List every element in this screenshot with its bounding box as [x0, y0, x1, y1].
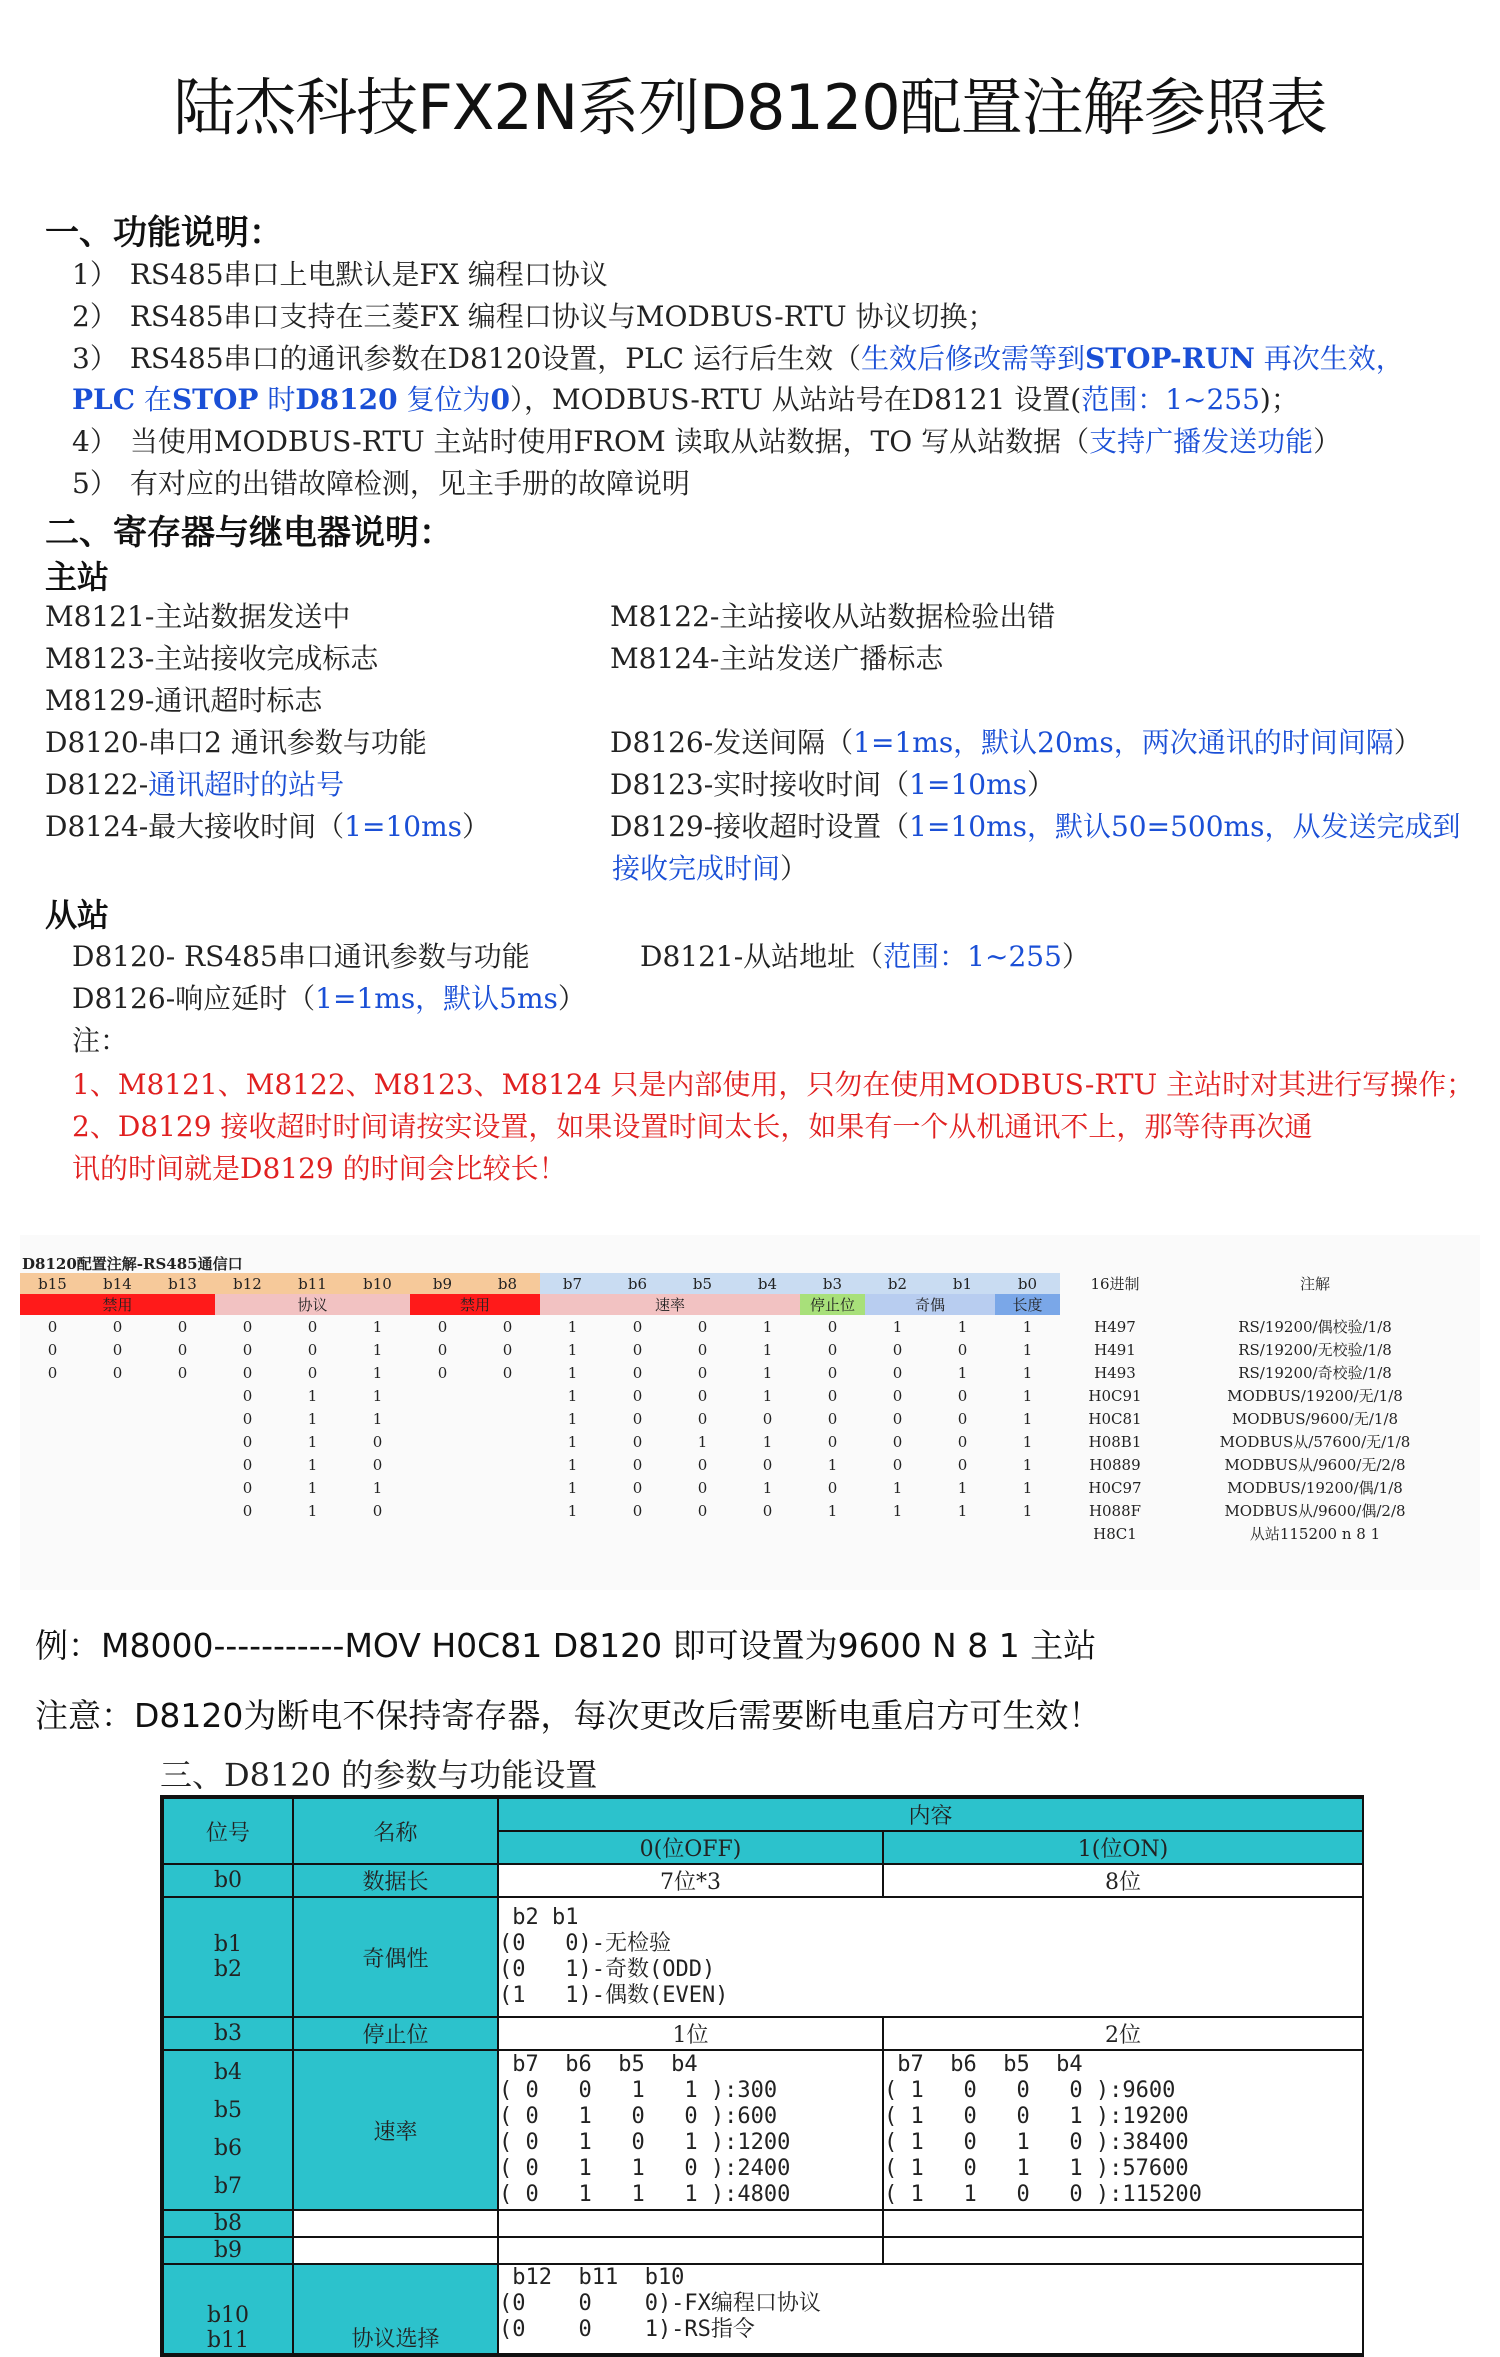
sheet-bit-cell: [605, 1522, 670, 1545]
sheet-bit-cell: 1: [1022, 1317, 1033, 1336]
function-item-3: 3） RS485串口的通讯参数在D8120设置，PLC 运行后生效（生效后修改需等到STOP-RUN 再次生效，: [72, 342, 1404, 375]
sheet-bit-cell: 1: [567, 1363, 578, 1382]
sheet-hex-cell: H08B1: [1088, 1432, 1142, 1451]
row-b3-bit: b3: [163, 2017, 293, 2050]
sheet-bit-cell: 1: [567, 1317, 578, 1336]
sheet-note-cell: MODBUS从/9600/偶/2/8: [1224, 1502, 1406, 1520]
sheet-bit-cell: 1: [762, 1478, 773, 1497]
sheet-note-cell: 从站115200 n 8 1: [1249, 1525, 1381, 1543]
row-b0-name: 数据长: [293, 1864, 498, 1897]
row-b8-on: [883, 2210, 1363, 2237]
sheet-bit-cell: 1: [892, 1478, 903, 1497]
sheet-bit-cell: 1: [1022, 1432, 1033, 1451]
sheet-bit-cell: 0: [632, 1317, 643, 1336]
sheet-bit-cell: 0: [502, 1340, 513, 1359]
sheet-bit-cell: [995, 1522, 1060, 1545]
sheet-bit-cell: 0: [632, 1386, 643, 1405]
sheet-bit-cell: 0: [762, 1501, 773, 1520]
sheet-bit-cell: 1: [957, 1317, 968, 1336]
sheet-bit-header: b0: [995, 1273, 1060, 1294]
row-b9-on: [883, 2237, 1363, 2264]
sheet-bit-cell: 0: [502, 1363, 513, 1382]
sheet-bit-cell: [150, 1522, 215, 1545]
sheet-row: [20, 1430, 1460, 1453]
slave-d8120: D8120- RS485串口通讯参数与功能: [72, 940, 530, 973]
sheet-bit-header: b9: [410, 1273, 475, 1294]
sheet-bit-cell: 1: [567, 1478, 578, 1497]
col-off-header: 0(位OFF): [498, 1831, 883, 1864]
sheet-bit-cell: 1: [567, 1386, 578, 1405]
master-d8120: D8120-串口2 通讯参数与功能: [45, 726, 427, 759]
row-b1b2-content: b2 b1 (0 0)-无检验 (0 1)-奇数(ODD) (1 1)-偶数(EVEN): [498, 1897, 1363, 2017]
sheet-bit-cell: 0: [242, 1501, 253, 1520]
sheet-bit-cell: 1: [1022, 1363, 1033, 1382]
note-1: 1、M8121、M8122、M8123、M8124 只是内部使用，只勿在使用MODBUS-RTU 主站时对其进行写操作；: [72, 1068, 1475, 1101]
sheet-bit-cell: 1: [1022, 1501, 1033, 1520]
sheet-hex-cell: H0C97: [1088, 1478, 1142, 1497]
sheet-bit-cell: 0: [762, 1455, 773, 1474]
sheet-bit-cell: 1: [567, 1340, 578, 1359]
sheet-bit-header: b6: [605, 1273, 670, 1294]
sheet-bit-cell: 1: [1022, 1340, 1033, 1359]
sheet-bit-cell: [280, 1522, 345, 1545]
function-item-2: 2） RS485串口支持在三菱FX 编程口协议与MODBUS-RTU 协议切换；: [72, 300, 996, 333]
sheet-bit-cell: [735, 1522, 800, 1545]
sheet-bit-header: b2: [865, 1273, 930, 1294]
sheet-bit-cell: 0: [177, 1363, 188, 1382]
sheet-bit-cell: 1: [1022, 1478, 1033, 1497]
sheet-row: [20, 1315, 1460, 1338]
sheet-bit-cell: 1: [372, 1478, 383, 1497]
sheet-bit-cell: [150, 1430, 215, 1453]
sheet-bit-cell: 1: [307, 1386, 318, 1405]
sheet-bit-cell: 0: [437, 1317, 448, 1336]
row-speed-name: 速率: [293, 2050, 498, 2210]
sheet-note-cell: RS/19200/偶校验/1/8: [1238, 1318, 1392, 1336]
row-b3-on: 2位: [883, 2017, 1363, 2050]
sheet-bit-cell: 0: [957, 1432, 968, 1451]
sheet-note-header: 注解: [1299, 1275, 1330, 1293]
sheet-bit-cell: 0: [242, 1409, 253, 1428]
function-item-3-cont: PLC 在STOP 时D8120 复位为0），MODBUS-RTU 从站站号在D8121 设置(范围：1~255)；: [72, 383, 1299, 416]
sheet-bit-cell: [85, 1476, 150, 1499]
sheet-bit-cell: 1: [567, 1409, 578, 1428]
sheet-bit-cell: 0: [242, 1340, 253, 1359]
section3-heading: 三、D8120 的参数与功能设置: [160, 1756, 598, 1794]
master-m8121: M8121-主站数据发送中: [45, 600, 351, 633]
sheet-bit-cell: [410, 1522, 475, 1545]
row-b0-bit: b0: [163, 1864, 293, 1897]
sheet-bit-cell: 0: [632, 1501, 643, 1520]
sheet-hex-cell: H493: [1094, 1363, 1136, 1382]
sheet-bit-cell: 0: [892, 1455, 903, 1474]
sheet-bit-cell: [150, 1384, 215, 1407]
sheet-bit-cell: 0: [892, 1386, 903, 1405]
sheet-bit-cell: 0: [437, 1363, 448, 1382]
sheet-bit-cell: 1: [957, 1363, 968, 1382]
sheet-bit-cell: [150, 1453, 215, 1476]
sheet-bit-cell: 1: [372, 1409, 383, 1428]
sheet-bit-cell: 1: [372, 1340, 383, 1359]
row-b9-off: [498, 2237, 883, 2264]
master-d8126: D8126-发送间隔（1=1ms，默认20ms，两次通讯的时间间隔）: [610, 726, 1422, 759]
sheet-bit-cell: 0: [372, 1501, 383, 1520]
row-proto-content: b12 b11 b10 (0 0 0)-FX编程口协议 (0 0 1)-RS指令: [498, 2264, 1363, 2354]
sheet-bit-cell: [670, 1522, 735, 1545]
sheet-bit-cell: 1: [307, 1501, 318, 1520]
sheet-bit-cell: 1: [827, 1501, 838, 1520]
sheet-bit-cell: [410, 1407, 475, 1430]
row-b8-bit: b8: [163, 2210, 293, 2237]
note-2: 2、D8129 接收超时时间请按实设置，如果设置时间太长，如果有一个从机通讯不上，那等待再次通: [72, 1110, 1313, 1143]
sheet-bit-cell: 0: [242, 1478, 253, 1497]
row-proto-bits: b10 b11: [163, 2264, 293, 2354]
sheet-group-label: 奇偶: [865, 1294, 995, 1315]
row-b0-off: 7位*3: [498, 1864, 883, 1897]
sheet-bit-cell: 1: [697, 1432, 708, 1451]
row-speed-right: b7 b6 b5 b4 ( 1 0 0 0 ):9600 ( 1 0 0 1 ):19200 ( 1 0 1 0 ):38400 ( 1 0 1 1 ):57600 ( 1 1 0 0 ):115200: [883, 2050, 1363, 2210]
sheet-bit-cell: [865, 1522, 930, 1545]
param-table: [160, 1795, 1364, 2357]
row-b1b2-name: 奇偶性: [293, 1897, 498, 2017]
sheet-body: [20, 1315, 1460, 1545]
row-proto-name: 协议选择: [293, 2264, 498, 2354]
sheet-bit-cell: [20, 1407, 85, 1430]
sheet-bit-cell: [20, 1522, 85, 1545]
sheet-bit-cell: 1: [1022, 1455, 1033, 1474]
sheet-bit-cell: 0: [242, 1317, 253, 1336]
function-item-1: 1） RS485串口上电默认是FX 编程口协议: [72, 258, 608, 291]
slave-d8126: D8126-响应延时（1=1ms，默认5ms）: [72, 982, 586, 1015]
sheet-bit-cell: [20, 1476, 85, 1499]
sheet-hex-cell: H8C1: [1093, 1524, 1137, 1543]
sheet-bit-cell: 0: [827, 1386, 838, 1405]
sheet-bit-header: b7: [540, 1273, 605, 1294]
sheet-hex-cell: H0C91: [1088, 1386, 1142, 1405]
sheet-bit-cell: 1: [762, 1317, 773, 1336]
sheet-hex-cell: H0C81: [1088, 1409, 1142, 1428]
sheet-title: D8120配置注解-RS485通信口: [22, 1255, 243, 1273]
note-2-cont: 讯的时间就是D8129 的时间会比较长！: [72, 1152, 567, 1185]
sheet-row: [20, 1384, 1460, 1407]
sheet-note-cell: MODBUS/19200/无/1/8: [1227, 1387, 1403, 1405]
sheet-note-cell: MODBUS/9600/无/1/8: [1231, 1410, 1399, 1428]
master-d8129-cont: 接收完成时间）: [612, 852, 809, 885]
sheet-hex-header: 16进制: [1090, 1275, 1140, 1293]
sheet-hex-cell: H497: [1094, 1317, 1136, 1336]
sheet-note-cell: MODBUS从/57600/无/1/8: [1219, 1433, 1411, 1451]
row-speed-bits: b4 b5 b6 b7: [163, 2050, 293, 2210]
sheet-bit-cell: 0: [47, 1340, 58, 1359]
sheet-bit-cell: 0: [632, 1363, 643, 1382]
col-on-header: 1(位ON): [883, 1831, 1363, 1864]
sheet-row: [20, 1361, 1460, 1384]
sheet-bit-header: b1: [930, 1273, 995, 1294]
sheet-bit-cell: 0: [112, 1340, 123, 1359]
sheet-bit-header: b15: [20, 1273, 85, 1294]
sheet-bit-cell: 0: [827, 1478, 838, 1497]
sheet-note-cell: RS/19200/无校验/1/8: [1238, 1341, 1392, 1359]
sheet-bit-cell: 0: [632, 1432, 643, 1451]
sheet-bit-cell: 0: [47, 1317, 58, 1336]
sheet-bit-cell: [410, 1384, 475, 1407]
sheet-bit-cell: [540, 1522, 605, 1545]
sheet-bit-cell: 1: [372, 1386, 383, 1405]
sheet-bit-cell: 0: [892, 1340, 903, 1359]
sheet-row: [20, 1522, 1460, 1545]
row-b0-on: 8位: [883, 1864, 1363, 1897]
slave-d8121: D8121-从站地址（范围：1~255）: [640, 940, 1090, 973]
sheet-bit-cell: 0: [112, 1363, 123, 1382]
sheet-bit-cell: 1: [827, 1455, 838, 1474]
sheet-bit-cell: 0: [47, 1363, 58, 1382]
sheet-bit-cell: [150, 1407, 215, 1430]
sheet-bit-header: b12: [215, 1273, 280, 1294]
sheet-group-label: 长度: [995, 1294, 1060, 1315]
sheet-bit-cell: 1: [762, 1432, 773, 1451]
sheet-bit-cell: 1: [567, 1501, 578, 1520]
sheet-bit-cell: 0: [892, 1432, 903, 1451]
group-row: [20, 1294, 1460, 1315]
row-speed-left: b7 b6 b5 b4 ( 0 0 1 1 ):300 ( 0 1 0 0 ):600 ( 0 1 0 1 ):1200 ( 0 1 1 0 ):2400 ( 0 1 1 1 ):4800: [498, 2050, 883, 2210]
master-d8124: D8124-最大接收时间（1=10ms）: [45, 810, 491, 843]
sheet-bit-header: b3: [800, 1273, 865, 1294]
master-d8123: D8123-实时接收时间（1=10ms）: [610, 768, 1056, 801]
sheet-group-label: 速率: [540, 1294, 800, 1315]
sheet-note-cell: MODBUS从/9600/无/2/8: [1224, 1456, 1406, 1474]
warning-line: 注意：D8120为断电不保持寄存器，每次更改后需要断电重启方可生效！: [35, 1696, 1102, 1735]
sheet-bit-cell: 0: [307, 1340, 318, 1359]
master-m8124: M8124-主站发送广播标志: [610, 642, 944, 675]
sheet-bit-header: b10: [345, 1273, 410, 1294]
sheet-bit-cell: 0: [762, 1409, 773, 1428]
sheet-bit-cell: [20, 1453, 85, 1476]
sheet-bit-cell: [475, 1522, 540, 1545]
sheet-bit-cell: 1: [892, 1501, 903, 1520]
row-b9-bit: b9: [163, 2237, 293, 2264]
sheet-bit-header: b8: [475, 1273, 540, 1294]
sheet-bit-cell: [20, 1430, 85, 1453]
sheet-row: [20, 1407, 1460, 1430]
sheet-bit-cell: 0: [242, 1432, 253, 1451]
sheet-bit-cell: 0: [892, 1409, 903, 1428]
sheet-row: [20, 1338, 1460, 1361]
sheet-bit-cell: 0: [827, 1340, 838, 1359]
col-bit-header: 位号: [163, 1798, 293, 1864]
sheet-bit-cell: 1: [307, 1478, 318, 1497]
sheet-group-label: 协议: [215, 1294, 410, 1315]
example-line: 例：M8000-----------MOV H0C81 D8120 即可设置为9600 N 8 1 主站: [35, 1626, 1097, 1665]
sheet-bit-header: b11: [280, 1273, 345, 1294]
sheet-hex-cell: H088F: [1088, 1501, 1142, 1520]
sheet-note-cell: MODBUS/19200/偶/1/8: [1227, 1479, 1403, 1497]
sheet-bit-cell: 0: [957, 1409, 968, 1428]
sheet-row: [20, 1453, 1460, 1476]
sheet-bit-cell: 0: [827, 1317, 838, 1336]
sheet-bit-cell: [85, 1522, 150, 1545]
sheet-bit-cell: [150, 1476, 215, 1499]
sheet-bit-cell: 1: [1022, 1386, 1033, 1405]
sheet-bit-cell: 0: [697, 1340, 708, 1359]
sheet-bit-cell: 1: [762, 1363, 773, 1382]
sheet-bit-cell: [215, 1522, 280, 1545]
sheet-hex-cell: H0889: [1089, 1455, 1141, 1474]
sheet-bit-cell: [85, 1407, 150, 1430]
sheet-bit-cell: 0: [632, 1455, 643, 1474]
sheet-row: [20, 1499, 1460, 1522]
row-b3-off: 1位: [498, 2017, 883, 2050]
sheet-bit-cell: [150, 1499, 215, 1522]
sheet-bit-cell: [20, 1499, 85, 1522]
master-d8122: D8122-通讯超时的站号: [45, 768, 345, 801]
sheet-bit-cell: 0: [957, 1340, 968, 1359]
sheet-bit-cell: 1: [307, 1409, 318, 1428]
function-item-4: 4） 当使用MODBUS-RTU 主站时使用FROM 读取从站数据，TO 写从站数据（支持广播发送功能）: [72, 425, 1342, 458]
master-heading: 主站: [45, 558, 110, 596]
sheet-bit-cell: [85, 1430, 150, 1453]
master-m8123: M8123-主站接收完成标志: [45, 642, 379, 675]
sheet-bit-cell: 0: [242, 1363, 253, 1382]
sheet-bit-header: b14: [85, 1273, 150, 1294]
sheet-bit-cell: 1: [567, 1432, 578, 1451]
sheet-bit-cell: [345, 1522, 410, 1545]
sheet-bit-cell: 0: [827, 1409, 838, 1428]
sheet-bit-cell: [85, 1384, 150, 1407]
sheet-bit-cell: [410, 1453, 475, 1476]
row-b1b2-bit: b1 b2: [163, 1897, 293, 2017]
sheet-bit-cell: 0: [697, 1386, 708, 1405]
sheet-bit-cell: [410, 1499, 475, 1522]
sheet-bit-cell: 0: [697, 1455, 708, 1474]
sheet-group-label: 禁用: [410, 1294, 540, 1315]
sheet-bit-cell: 1: [762, 1340, 773, 1359]
page-title: 陆杰科技FX2N系列D8120配置注解参照表: [173, 71, 1327, 144]
sheet-bit-cell: 0: [957, 1455, 968, 1474]
sheet-bit-cell: [410, 1476, 475, 1499]
sheet-table: [20, 1273, 1460, 1545]
bit-header-row: [20, 1273, 1460, 1294]
sheet-row: [20, 1476, 1460, 1499]
sheet-hex-cell: H491: [1094, 1340, 1136, 1359]
slave-heading: 从站: [45, 896, 110, 934]
row-b3-name: 停止位: [293, 2017, 498, 2050]
sheet-bit-cell: 1: [1022, 1409, 1033, 1428]
master-m8129: M8129-通讯超时标志: [45, 684, 323, 717]
sheet-bit-cell: 0: [632, 1340, 643, 1359]
sheet-bit-cell: 0: [112, 1317, 123, 1336]
row-b9-name: [293, 2237, 498, 2264]
row-b8-name: [293, 2210, 498, 2237]
sheet-group-spacer: [1060, 1294, 1170, 1315]
sheet-bit-cell: 0: [242, 1455, 253, 1474]
sheet-bit-cell: 0: [242, 1386, 253, 1405]
sheet-bit-cell: [85, 1499, 150, 1522]
sheet-group-spacer: [1170, 1294, 1460, 1315]
sheet-bit-cell: [410, 1430, 475, 1453]
master-m8122: M8122-主站接收从站数据检验出错: [610, 600, 1056, 633]
sheet-group-label: 停止位: [800, 1294, 865, 1315]
sheet-bit-cell: 0: [372, 1455, 383, 1474]
sheet-bit-cell: 1: [567, 1455, 578, 1474]
sheet-bit-cell: 1: [892, 1317, 903, 1336]
sheet-bit-cell: 0: [827, 1432, 838, 1451]
sheet-bit-header: b13: [150, 1273, 215, 1294]
sheet-bit-cell: 0: [177, 1340, 188, 1359]
row-b8-off: [498, 2210, 883, 2237]
section2-heading: 二、寄存器与继电器说明：: [45, 513, 453, 553]
sheet-bit-cell: 0: [307, 1363, 318, 1382]
sheet-bit-cell: 1: [372, 1317, 383, 1336]
sheet-bit-cell: 0: [697, 1317, 708, 1336]
sheet-bit-cell: [475, 1407, 540, 1430]
sheet-bit-cell: [475, 1476, 540, 1499]
sheet-bit-cell: 1: [762, 1386, 773, 1405]
col-name-header: 名称: [293, 1798, 498, 1864]
sheet-bit-cell: [20, 1384, 85, 1407]
sheet-bit-cell: 0: [502, 1317, 513, 1336]
sheet-bit-cell: 1: [957, 1501, 968, 1520]
sheet-bit-cell: 0: [307, 1317, 318, 1336]
sheet-bit-cell: 0: [957, 1386, 968, 1405]
sheet-group-label: 禁用: [20, 1294, 215, 1315]
master-d8129: D8129-接收超时设置（1=10ms，默认50=500ms，从发送完成到: [610, 810, 1461, 843]
sheet-note-cell: RS/19200/奇校验/1/8: [1238, 1364, 1392, 1382]
sheet-bit-cell: 0: [892, 1363, 903, 1382]
section1-heading: 一、功能说明：: [45, 213, 283, 253]
sheet-bit-cell: [475, 1453, 540, 1476]
sheet-bit-cell: 0: [437, 1340, 448, 1359]
note-heading: 注：: [72, 1024, 129, 1057]
sheet-bit-cell: 1: [307, 1432, 318, 1451]
function-item-5: 5） 有对应的出错故障检测，见主手册的故障说明: [72, 467, 690, 500]
sheet-bit-cell: 0: [632, 1409, 643, 1428]
sheet-bit-cell: 1: [307, 1455, 318, 1474]
sheet-bit-header: b4: [735, 1273, 800, 1294]
sheet-bit-cell: [930, 1522, 995, 1545]
sheet-bit-cell: [475, 1430, 540, 1453]
sheet-bit-header: b5: [670, 1273, 735, 1294]
sheet-bit-cell: 0: [177, 1317, 188, 1336]
sheet-bit-cell: 1: [372, 1363, 383, 1382]
sheet-bit-cell: [475, 1499, 540, 1522]
sheet-bit-cell: 0: [827, 1363, 838, 1382]
sheet-bit-cell: [85, 1453, 150, 1476]
col-content-header: 内容: [498, 1798, 1363, 1831]
sheet-bit-cell: [475, 1384, 540, 1407]
sheet-bit-cell: 1: [957, 1478, 968, 1497]
sheet-bit-cell: 0: [632, 1478, 643, 1497]
sheet-bit-cell: 0: [697, 1478, 708, 1497]
d8120-config-sheet: [20, 1235, 1480, 1590]
sheet-bit-cell: [800, 1522, 865, 1545]
sheet-bit-cell: 0: [697, 1363, 708, 1382]
sheet-bit-cell: 0: [697, 1501, 708, 1520]
sheet-bit-cell: 0: [697, 1409, 708, 1428]
sheet-bit-cell: 0: [372, 1432, 383, 1451]
